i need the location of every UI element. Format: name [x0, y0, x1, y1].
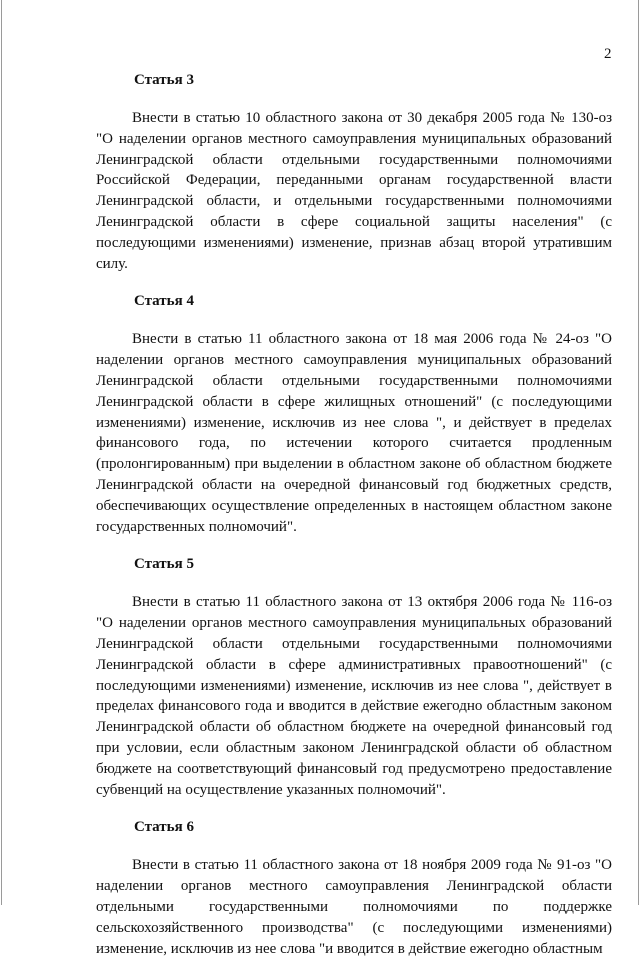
- article-heading: Статья 4: [134, 293, 194, 310]
- article-text: Внести в статью 10 областного закона от 30 декабря 2005 года № 130-оз "О наделении органов местного самоуправления муниципальных образований Ленинградской области отдельными государственными полномочиями Российской Федерации, переданными органам государственной власти Ленинградской области, и отдельными государственными полномочиями Ленинградской области в сфере социальной защиты населения" (с последующими изменениями) изменение, признав абзац второй утратившим силу.: [96, 110, 612, 272]
- document-body: [96, 70, 612, 959]
- article-text: Внести в статью 11 областного закона от 18 ноября 2009 года № 91-оз "О наделении органов местного самоуправления Ленинградской области отдельными государственными полномочиями по поддержке сельскохозяйственного производства" (с последующими изменениями) изменение, исключив из нее слова "и вводится в действие ежегодно областным: [96, 857, 612, 957]
- page-edge-right: [638, 0, 639, 905]
- article-heading: Статья 5: [134, 556, 194, 573]
- article-section: [96, 291, 612, 537]
- page-number: 2: [604, 46, 612, 62]
- article-section: [96, 817, 612, 959]
- article-text: Внести в статью 11 областного закона от 18 мая 2006 года № 24-оз "О наделении органов местного самоуправления муниципальных образований Ленинградской области отдельными государственными полномочиями Ленинградской области в сфере жилищных отношений" (с последующими изменениями) изменение, исключив из нее слова ", и действует в пределах финансового года, по истечении которого считается продленным (пролонгированным) при выделении в областном законе об областном бюджете Ленинградской области на очередной финансовый год бюджетных средств, обеспечивающих осуществление определенных в настоящем областном законе государственных полномочий".: [96, 331, 612, 535]
- page-edge-left: [1, 0, 2, 905]
- article-section: [96, 70, 612, 274]
- article-section: [96, 554, 612, 800]
- article-text: Внести в статью 11 областного закона от 13 октября 2006 года № 116-оз "О наделении органов местного самоуправления муниципальных образований Ленинградской области отдельными государственными полномочиями Ленинградской области в сфере административных правоотношений" (с последующими изменениями) изменение, исключив из нее слова ", действует в пределах финансового года и вводится в действие ежегодно областным законом Ленинградской области об областном бюджете на очередной финансовый год при условии, если областным законом Ленинградской области об областном бюджете на соответствующий финансовый год предусмотрено предоставление субвенций на осуществление указанных полномочий".: [96, 594, 612, 798]
- article-heading: Статья 6: [134, 819, 194, 836]
- article-heading: Статья 3: [134, 72, 194, 88]
